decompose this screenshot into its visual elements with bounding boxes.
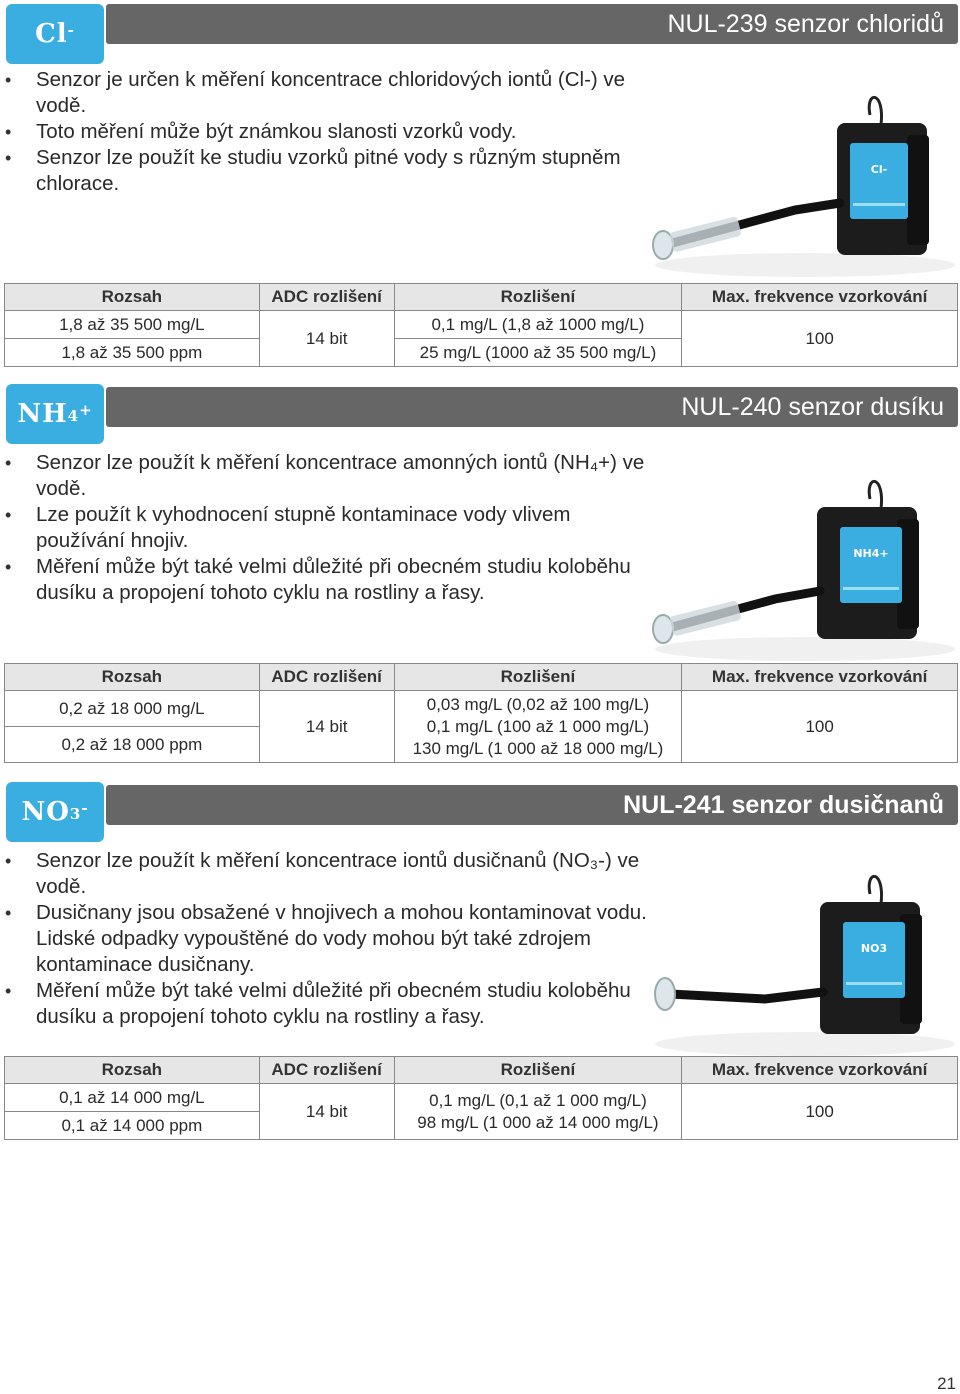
sensor-device-image (645, 479, 957, 664)
range-cell: 0,1 až 14 000 ppm (5, 1112, 260, 1140)
header-range: Rozsah (5, 284, 260, 311)
frequency-cell: 100 (682, 691, 958, 763)
range-cell: 1,8 až 35 500 ppm (5, 339, 260, 367)
bullet-item: • Toto měření může být známkou slanosti vzorků vody. (0, 119, 660, 145)
device-label: NO3 (860, 942, 888, 955)
badge-charge: - (81, 799, 89, 817)
resolution-line: 0,1 mg/L (100 až 1 000 mg/L) (426, 716, 650, 736)
spec-table (4, 663, 958, 763)
frequency-cell: 100 (682, 311, 958, 367)
section-title: NUL-241 senzor dusičnanů (106, 785, 958, 825)
bullet-list (0, 848, 660, 1030)
bullet-item: • Senzor lze použít k měření koncentrace amonných iontů (NH₄+) ve vodě. (0, 450, 660, 502)
bullet-item: • Měření může být také velmi důležité při obecném studiu koloběhu dusíku a propojení tohoto cyklu na rostliny a řasy. (0, 554, 660, 606)
sensor-device-image (645, 95, 957, 280)
device-label: Cl- (870, 163, 888, 176)
header-adc: ADC rozlišení (259, 1057, 394, 1084)
header-adc: ADC rozlišení (259, 284, 394, 311)
chloride-ion-badge (6, 4, 104, 64)
bullet-item: • Měření může být také velmi důležité při obecném studiu koloběhu dusíku a propojení tohoto cyklu na rostliny a řasy. (0, 978, 660, 1030)
badge-text: NO (21, 797, 70, 827)
adc-cell: 14 bit (259, 691, 394, 763)
header-adc: ADC rozlišení (259, 664, 394, 691)
badge-charge: + (79, 401, 93, 419)
badge-charge: - (67, 21, 75, 39)
header-frequency: Max. frekvence vzorkování (682, 1057, 958, 1084)
badge-text: NH (17, 399, 68, 429)
header-resolution: Rozlišení (394, 1057, 682, 1084)
resolution-line: 130 mg/L (1 000 až 18 000 mg/L) (412, 738, 664, 758)
nitrate-ion-badge (6, 782, 104, 842)
section-title: NUL-240 senzor dusíku (106, 387, 958, 427)
spec-table (4, 283, 958, 367)
device-label: NH4+ (853, 547, 889, 560)
badge-subscript: 3 (69, 805, 82, 823)
resolution-line: 0,1 mg/L (0,1 až 1 000 mg/L) (429, 1090, 647, 1110)
bullet-item: • Lze použít k vyhodnocení stupně kontaminace vody vlivem používání hnojiv. (0, 502, 660, 554)
header-frequency: Max. frekvence vzorkování (682, 284, 958, 311)
range-cell: 0,1 až 14 000 mg/L (5, 1084, 260, 1112)
badge-subscript: 4 (67, 407, 80, 425)
header-range: Rozsah (5, 664, 260, 691)
sensor-device-image (645, 874, 957, 1059)
resolution-cell: 0,1 mg/L (1,8 až 1000 mg/L) (394, 311, 682, 339)
frequency-cell: 100 (682, 1084, 958, 1140)
bullet-list (0, 67, 660, 197)
page-number: 21 (937, 1374, 956, 1393)
range-cell: 0,2 až 18 000 ppm (5, 727, 260, 763)
badge-text: Cl (35, 19, 68, 49)
header-resolution: Rozlišení (394, 284, 682, 311)
bullet-item: • Senzor lze použít ke studiu vzorků pitné vody s různým stupněm chlorace. (0, 145, 660, 197)
bullet-item: • Dusičnany jsou obsažené v hnojivech a mohou kontaminovat vodu. Lidské odpadky vypouštěné do vody mohou být také zdrojem kontaminace dusičnany. (0, 900, 660, 978)
resolution-line: 0,03 mg/L (0,02 až 100 mg/L) (426, 694, 650, 714)
spec-table (4, 1056, 958, 1140)
range-cell: 0,2 až 18 000 mg/L (5, 691, 260, 727)
bullet-item: • Senzor je určen k měření koncentrace chloridových iontů (Cl-) ve vodě. (0, 67, 660, 119)
header-resolution: Rozlišení (394, 664, 682, 691)
resolution-cell: 25 mg/L (1000 až 35 500 mg/L) (394, 339, 682, 367)
resolution-cell (394, 1084, 682, 1140)
adc-cell: 14 bit (259, 1084, 394, 1140)
header-range: Rozsah (5, 1057, 260, 1084)
range-cell: 1,8 až 35 500 mg/L (5, 311, 260, 339)
bullet-item: • Senzor lze použít k měření koncentrace iontů dusičnanů (NO₃-) ve vodě. (0, 848, 660, 900)
resolution-line: 98 mg/L (1 000 až 14 000 mg/L) (417, 1112, 659, 1132)
adc-cell: 14 bit (259, 311, 394, 367)
header-frequency: Max. frekvence vzorkování (682, 664, 958, 691)
section-title: NUL-239 senzor chloridů (106, 4, 958, 44)
ammonium-ion-badge (6, 384, 104, 444)
resolution-cell (394, 691, 682, 763)
bullet-list (0, 450, 660, 606)
